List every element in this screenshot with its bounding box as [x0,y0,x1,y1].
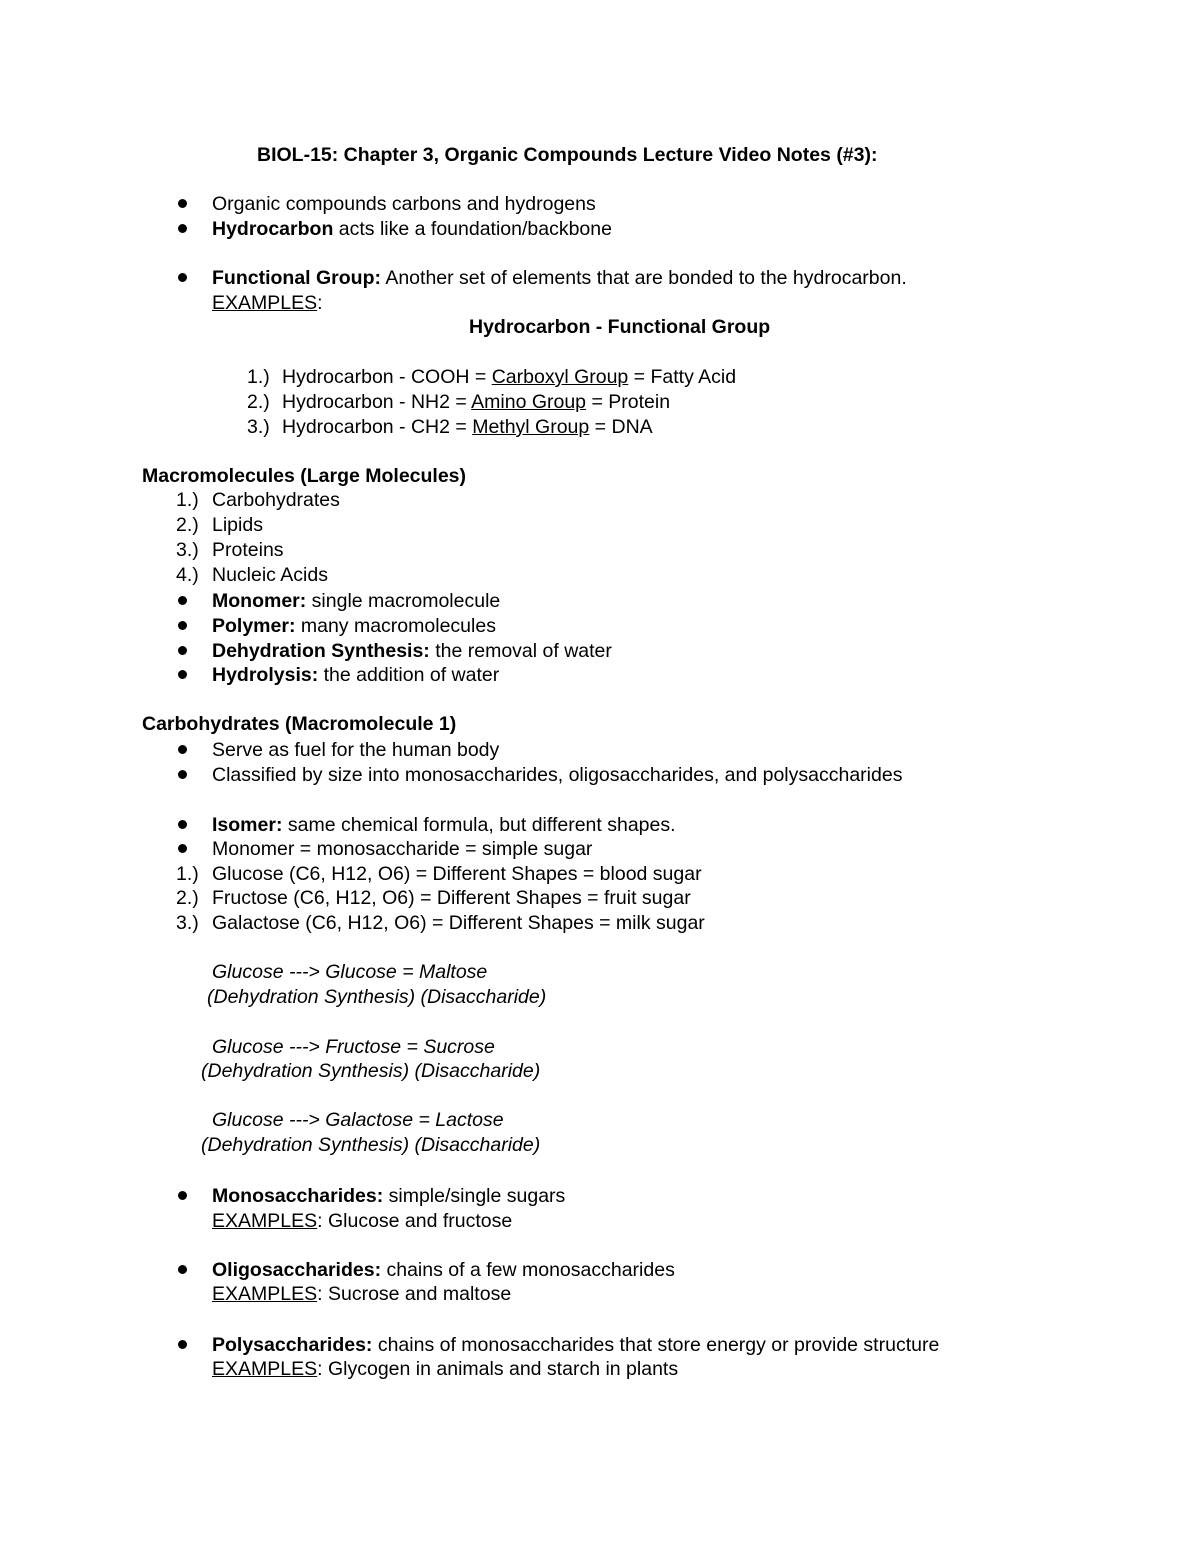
bullet-icon [178,224,187,233]
document-title: BIOL-15: Chapter 3, Organic Compounds Lecture Video Notes (#3): [257,144,878,166]
numbered-item: 1.) [247,366,270,388]
list-item: Organic compounds carbons and hydrogens [212,193,596,215]
numbered-item-text: Glucose (C6, H12, O6) = Different Shapes = blood sugar [212,863,702,885]
numbered-item: 2.) [176,887,199,909]
examples-line: EXAMPLES: Glucose and fructose [212,1210,513,1232]
reaction-equation: Glucose ---> Fructose = Sucrose [212,1036,495,1058]
reaction-equation: Glucose ---> Glucose = Maltose [212,961,488,983]
definition: Another set of elements that are bonded to the hydrocarbon. [380,267,907,289]
reaction-note: (Dehydration Synthesis) (Disaccharide) [201,1060,541,1082]
bullet-icon [178,670,187,679]
list-item [212,220,612,240]
numbered-item-text: Lipids [212,514,263,536]
reaction-note: (Dehydration Synthesis) (Disaccharide) [207,986,547,1008]
numbered-item: 1.) [176,489,199,511]
numbered-item: 2.) [247,391,270,413]
bullet-icon [178,1191,187,1200]
bullet-icon [178,820,187,829]
term: Functional Group: [212,267,381,289]
section-heading: Macromolecules (Large Molecules) [142,465,467,487]
list-item: Serve as fuel for the human body [212,739,500,761]
list-item: Oligosaccharides: chains of a few monosaccharides [212,1259,675,1281]
definition: acts like a foundation/backbone [333,218,612,240]
reaction-equation: Glucose ---> Galactose = Lactose [212,1109,504,1131]
numbered-item: 3.) [176,539,199,561]
numbered-item-text: Hydrocarbon - COOH = Carboxyl Group = Fatty Acid [282,366,737,388]
numbered-item: 4.) [176,564,199,586]
numbered-item: 2.) [176,514,199,536]
bullet-icon [178,621,187,630]
list-item: Dehydration Synthesis: the removal of water [212,640,612,662]
numbered-item-text: Nucleic Acids [212,564,328,586]
bullet-icon [178,844,187,853]
section-heading: Carbohydrates (Macromolecule 1) [142,713,457,735]
list-item: Monomer = monosaccharide = simple sugar [212,838,593,860]
bullet-icon [178,596,187,605]
numbered-item: 3.) [176,912,199,934]
term: Hydrocarbon [212,218,334,240]
examples-line: EXAMPLES: Sucrose and maltose [212,1283,512,1305]
bullet-icon [178,770,187,779]
bullet-icon [178,1340,187,1349]
numbered-item-text: Proteins [212,539,284,561]
bullet-icon [178,273,187,282]
bullet-icon [178,1265,187,1274]
list-item: Monomer: single macromolecule [212,590,501,612]
list-item: Polymer: many macromolecules [212,615,496,637]
numbered-item-text: Fructose (C6, H12, O6) = Different Shapes = fruit sugar [212,887,691,909]
list-item: Polysaccharides: chains of monosaccharides that store energy or provide structure [212,1334,940,1356]
list-item [212,269,907,289]
bullet-icon [178,646,187,655]
numbered-item-text: Galactose (C6, H12, O6) = Different Shapes = milk sugar [212,912,705,934]
examples-line: EXAMPLES: Glycogen in animals and starch in plants [212,1358,679,1380]
numbered-item-text: Carbohydrates [212,489,340,511]
section-subheading: Hydrocarbon - Functional Group [469,316,771,338]
bullet-icon [178,745,187,754]
numbered-item: 1.) [176,863,199,885]
numbered-item: 3.) [247,416,270,438]
reaction-note: (Dehydration Synthesis) (Disaccharide) [201,1134,541,1156]
bullet-icon [178,199,187,208]
list-item: Monosaccharides: simple/single sugars [212,1185,566,1207]
list-item: Hydrolysis: the addition of water [212,664,500,686]
list-item: Isomer: same chemical formula, but different shapes. [212,814,676,836]
examples-label: EXAMPLES: [212,292,323,314]
numbered-item-text: Hydrocarbon - CH2 = Methyl Group = DNA [282,416,653,438]
list-item: Classified by size into monosaccharides, oligosaccharides, and polysaccharides [212,764,903,786]
numbered-item-text: Hydrocarbon - NH2 = Amino Group = Protein [282,391,671,413]
